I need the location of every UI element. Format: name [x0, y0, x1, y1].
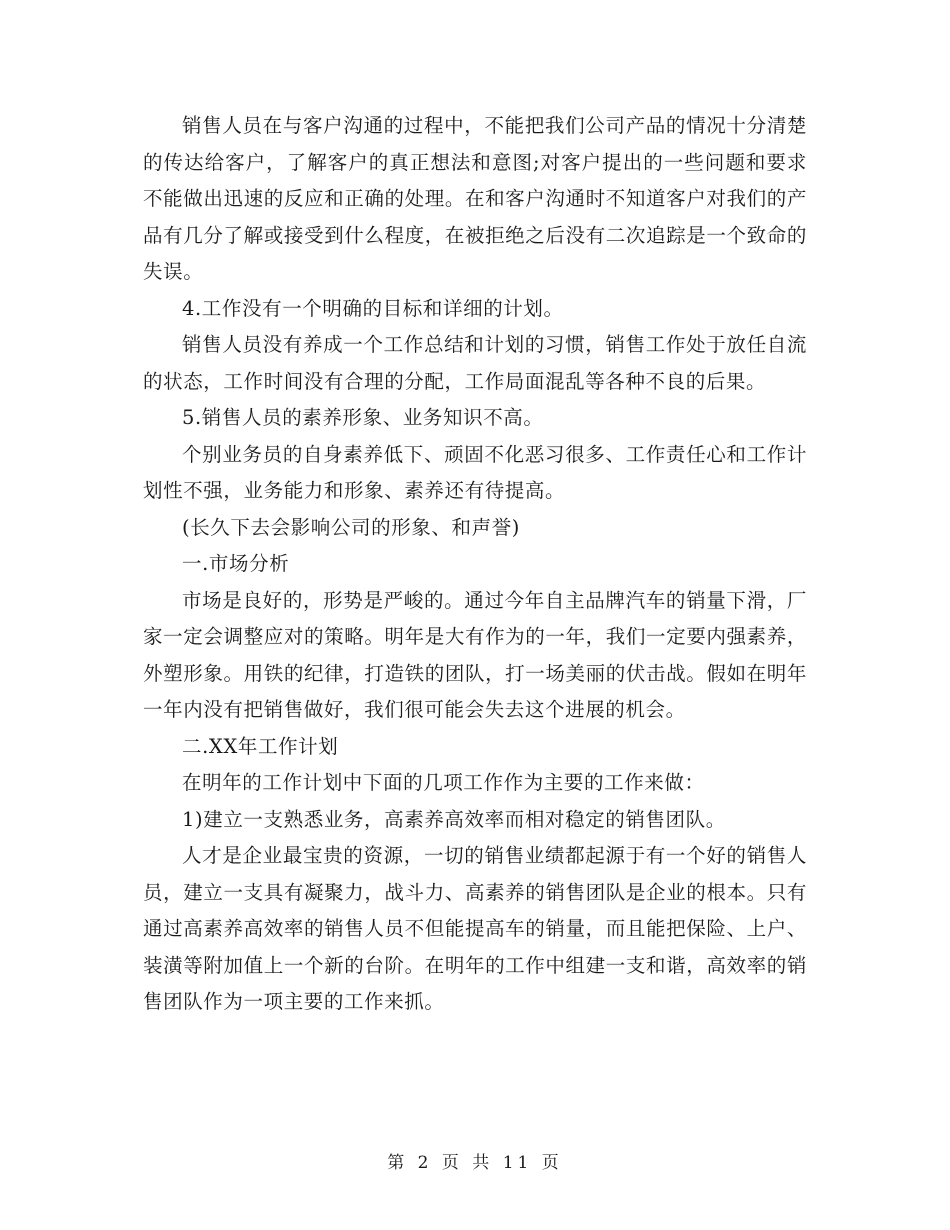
- page-number-footer: 第 2 页 共 11 页: [387, 1153, 563, 1173]
- document-body: [143, 108, 807, 1021]
- paragraph-staff-quality: 个别业务员的自身素养低下、顽固不化恶习很多、工作责任心和工作计划性不强，业务能力和形象、素养还有待提高。: [143, 442, 807, 502]
- heading-no-clear-goal: 4.工作没有一个明确的目标和详细的计划。: [182, 296, 564, 320]
- heading-staff-quality: 5.销售人员的素养形象、业务知识不高。: [182, 406, 544, 429]
- paragraph-talent-resource: 人才是企业最宝贵的资源，一切的销售业绩都起源于有一个好的销售人员，建立一支具有凝聚力，战斗力、高素养的销售团队是企业的根本。只有通过高素养高效率的销售人员不但能提高车的销量，而且能把保险、上户、装潢等附加值上一个新的台阶。在明年的工作中组建一支和谐，高效率的销售团队作为一项主要的工作来抓。: [143, 844, 807, 1013]
- heading-market-analysis: 一.市场分析: [182, 552, 290, 575]
- paragraph-work-plan-intro: 在明年的工作计划中下面的几项工作作为主要的工作来做：: [182, 771, 705, 794]
- heading-work-plan: 二.XX年工作计划: [182, 734, 339, 758]
- paragraph-market-analysis: 市场是良好的，形势是严峻的。通过今年自主品牌汽车的销量下滑，厂家一定会调整应对的策略。明年是大有作为的一年，我们一定要内强素养，外塑形象。用铁的纪律，打造铁的团队，打一场美丽的伏击战。假如在明年一年内没有把销售做好，我们很可能会失去这个进展的机会。: [143, 588, 807, 721]
- paragraph-communication-issues: 销售人员在与客户沟通的过程中，不能把我们公司产品的情况十分清楚的传达给客户，了解客户的真正想法和意图;对客户提出的一些问题和要求不能做出迅速的反应和正确的处理。在和客户沟通时不知道客户对我们的产品有几分了解或接受到什么程度，在被拒绝之后没有二次追踪是一个致命的失误。: [143, 114, 807, 283]
- heading-build-team: 1)建立一支熟悉业务，高素养高效率而相对稳定的销售团队。: [182, 807, 726, 831]
- paragraph-reputation-note: (长久下去会影响公司的形象、和声誉): [182, 515, 521, 539]
- paragraph-no-plan-habit: 销售人员没有养成一个工作总结和计划的习惯，销售工作处于放任自流的状态，工作时间没有合理的分配，工作局面混乱等各种不良的后果。: [143, 333, 807, 393]
